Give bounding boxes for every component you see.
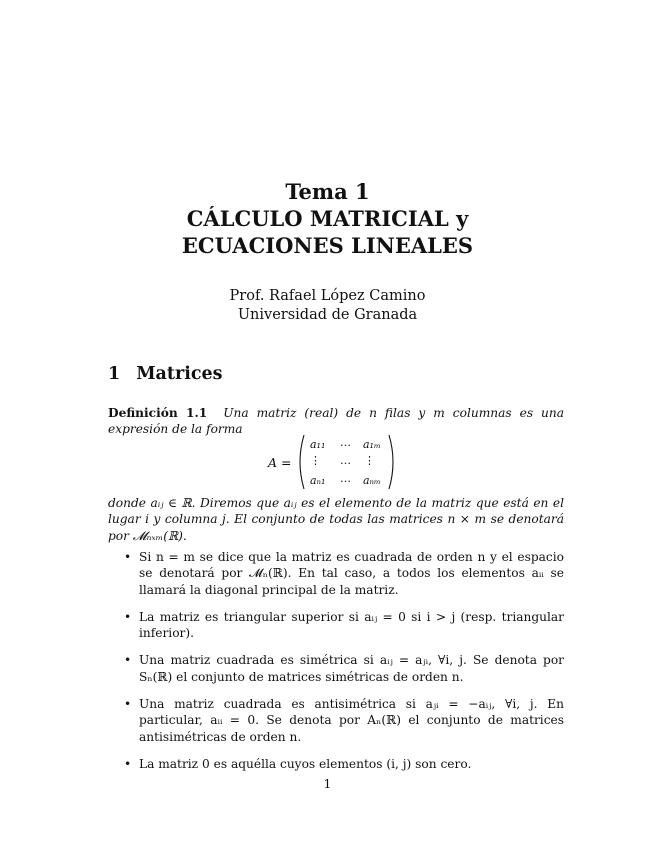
matrix-lhs: A = [268, 455, 292, 470]
matrix-cell-dots-mid: … [340, 454, 351, 467]
matrix-expression [268, 434, 408, 492]
list-item [124, 609, 564, 642]
bullet-icon: • [124, 653, 132, 668]
definition-intro-text: Una matriz (real) de n filas y m columnas es una expresión de la forma [108, 406, 565, 437]
title-line-1: Tema 1 [285, 179, 370, 204]
list-item-text: Una matriz cuadrada es antisimétrica si aⱼᵢ = −aᵢⱼ, ∀i, j. En particular, aᵢᵢ = 0. Se denota por Aₙ(ℝ) el conjunto de matrices antisimétricas de orden n. [139, 697, 564, 744]
section-number: 1 [108, 364, 121, 384]
property-list [124, 549, 564, 783]
left-parenthesis [295, 434, 305, 490]
list-item-text: Si n = m se dice que la matriz es cuadrada de orden n y el espacio se denotará por 𝓜ₙ(ℝ). En tal caso, a todos los elementos aᵢᵢ se llamará la diagonal principal de la matriz. [139, 550, 564, 597]
bullet-icon: • [124, 609, 132, 624]
document-title [0, 178, 655, 259]
bullet-icon: • [124, 550, 132, 564]
list-item-text: La matriz 0 es aquélla cuyos elementos (i, j) son cero. [139, 756, 472, 771]
section-heading [108, 364, 223, 384]
title-line-2: CÁLCULO MATRICIAL y [186, 206, 469, 231]
matrix-cell-a1m: a₁ₘ [363, 438, 381, 451]
definition-tail: donde aᵢⱼ ∈ ℝ. Diremos que aᵢⱼ es el elemento de la matriz que está en el lugar i y columna j. El conjunto de todas las matrices n × m se denotará por 𝓜ₙₓₘ(ℝ). [108, 496, 564, 543]
list-item [124, 756, 564, 772]
matrix-cell-dots-top: … [340, 436, 351, 449]
right-parenthesis [388, 434, 398, 490]
matrix-cell-a11: a₁₁ [310, 438, 326, 451]
page-number: 1 [323, 776, 332, 791]
list-item-text: La matriz es triangular superior si aᵢⱼ = 0 si i > j (resp. triangular inferior). [139, 609, 564, 641]
section-title: Matrices [136, 364, 223, 384]
matrix-cell-dots-bottom: … [340, 472, 351, 485]
definition-label: Definición 1.1 [108, 406, 208, 420]
bullet-icon: • [124, 756, 132, 771]
title-line-3: ECUACIONES LINEALES [181, 233, 474, 258]
list-item [124, 549, 564, 598]
definition-intro [108, 405, 564, 438]
list-item [124, 696, 564, 745]
list-item [124, 652, 564, 685]
matrix-cell-vdots-left: ⋮ [310, 454, 321, 467]
author-name: Prof. Rafael López Camino [229, 288, 426, 304]
author-affiliation: Universidad de Granada [237, 307, 418, 323]
author-block [0, 287, 655, 325]
bullet-icon: • [124, 697, 132, 712]
matrix-cell-vdots-right: ⋮ [364, 454, 375, 467]
matrix-cell-anm: aₙₘ [363, 474, 381, 487]
list-item-text: Una matriz cuadrada es simétrica si aᵢⱼ = aⱼᵢ, ∀i, j. Se denota por Sₙ(ℝ) el conjunto de matrices simétricas de orden n. [139, 653, 564, 684]
matrix-cell-an1: aₙ₁ [310, 474, 326, 487]
